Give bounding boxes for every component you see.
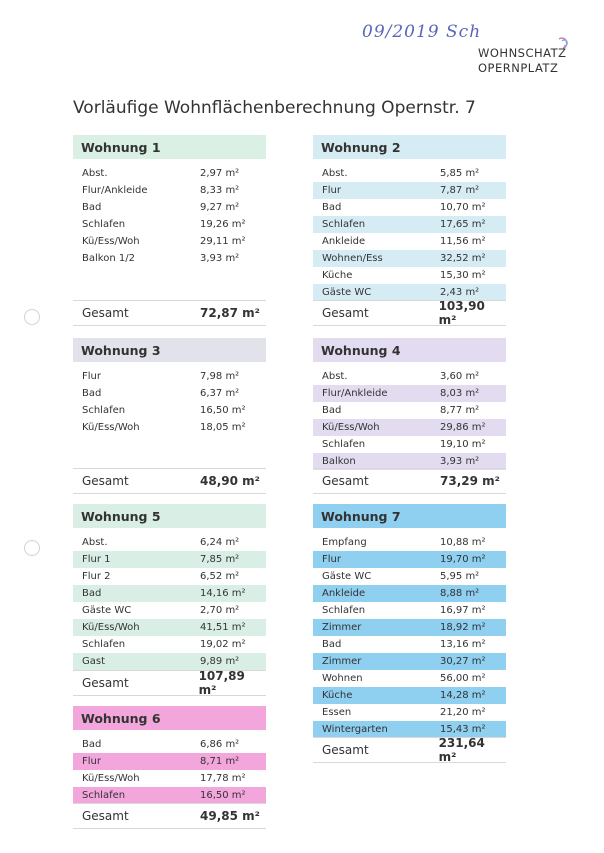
room-area: 3,93 m² bbox=[440, 456, 480, 467]
room-row bbox=[313, 704, 506, 721]
punch-hole bbox=[24, 540, 40, 556]
room-row bbox=[313, 636, 506, 653]
room-row bbox=[313, 585, 506, 602]
room-label: Bad bbox=[82, 202, 102, 213]
room-area: 10,88 m² bbox=[440, 537, 486, 548]
room-label: Flur bbox=[82, 756, 101, 767]
room-label: Wohnen bbox=[322, 673, 363, 684]
room-area: 19,26 m² bbox=[200, 219, 246, 230]
apartment-heading: Wohnung 7 bbox=[313, 504, 506, 528]
room-area: 8,77 m² bbox=[440, 405, 480, 416]
room-area: 9,27 m² bbox=[200, 202, 240, 213]
total-row bbox=[313, 737, 506, 763]
apartment-card bbox=[73, 706, 266, 829]
room-area: 15,30 m² bbox=[440, 270, 486, 281]
total-area: 231,64 m² bbox=[438, 736, 485, 764]
room-label: Abst. bbox=[322, 371, 348, 382]
room-area: 9,89 m² bbox=[200, 656, 240, 667]
room-row bbox=[73, 636, 266, 653]
total-label: Gesamt bbox=[82, 676, 129, 690]
room-row bbox=[73, 602, 266, 619]
room-label: Flur 2 bbox=[82, 571, 111, 582]
room-area: 30,27 m² bbox=[440, 656, 486, 667]
apartment-card bbox=[313, 135, 506, 326]
room-label: Wintergarten bbox=[322, 724, 388, 735]
room-area: 11,56 m² bbox=[440, 236, 486, 247]
total-area: 48,90 m² bbox=[200, 474, 260, 488]
room-row bbox=[313, 687, 506, 704]
room-area: 2,43 m² bbox=[440, 287, 480, 298]
room-area: 8,88 m² bbox=[440, 588, 480, 599]
room-area: 14,28 m² bbox=[440, 690, 486, 701]
room-row bbox=[73, 233, 266, 250]
room-row bbox=[313, 368, 506, 385]
room-row bbox=[73, 736, 266, 753]
room-area: 16,50 m² bbox=[200, 790, 246, 801]
room-label: Essen bbox=[322, 707, 352, 718]
room-row bbox=[313, 216, 506, 233]
room-row bbox=[313, 670, 506, 687]
room-list bbox=[73, 368, 266, 436]
room-label: Bad bbox=[82, 588, 102, 599]
room-list bbox=[313, 368, 506, 470]
room-label: Flur/Ankleide bbox=[322, 388, 388, 399]
room-label: Kü/Ess/Woh bbox=[82, 236, 140, 247]
room-row bbox=[73, 534, 266, 551]
total-label: Gesamt bbox=[322, 474, 369, 488]
room-area: 19,02 m² bbox=[200, 639, 246, 650]
room-row bbox=[313, 233, 506, 250]
total-label: Gesamt bbox=[82, 306, 129, 320]
room-label: Flur/Ankleide bbox=[82, 185, 148, 196]
room-label: Gäste WC bbox=[82, 605, 132, 616]
room-row bbox=[73, 216, 266, 233]
room-label: Empfang bbox=[322, 537, 367, 548]
room-area: 5,85 m² bbox=[440, 168, 480, 179]
total-label: Gesamt bbox=[82, 474, 129, 488]
room-label: Schlafen bbox=[82, 639, 126, 650]
room-row bbox=[73, 165, 266, 182]
room-label: Balkon 1/2 bbox=[82, 253, 135, 264]
room-area: 21,20 m² bbox=[440, 707, 486, 718]
room-row bbox=[313, 551, 506, 568]
apartment-card bbox=[313, 504, 506, 763]
room-row bbox=[313, 568, 506, 585]
total-area: 107,89 m² bbox=[198, 669, 245, 697]
handwritten-date: 09/2019 Sch bbox=[362, 22, 482, 42]
room-row bbox=[313, 619, 506, 636]
room-area: 19,70 m² bbox=[440, 554, 486, 565]
room-list bbox=[313, 534, 506, 738]
room-row bbox=[73, 770, 266, 787]
room-label: Abst. bbox=[322, 168, 348, 179]
room-label: Bad bbox=[322, 202, 342, 213]
room-row bbox=[73, 385, 266, 402]
room-area: 5,95 m² bbox=[440, 571, 480, 582]
room-area: 6,24 m² bbox=[200, 537, 240, 548]
room-row bbox=[73, 182, 266, 199]
room-area: 17,65 m² bbox=[440, 219, 486, 230]
room-row bbox=[73, 653, 266, 670]
room-label: Flur bbox=[322, 554, 341, 565]
brand-line-2: OPERNPLATZ bbox=[478, 61, 559, 75]
room-label: Schlafen bbox=[322, 219, 366, 230]
room-label: Abst. bbox=[82, 537, 108, 548]
total-row bbox=[313, 468, 506, 494]
room-label: Bad bbox=[322, 405, 342, 416]
total-label: Gesamt bbox=[82, 809, 129, 823]
room-label: Wohnen/Ess bbox=[322, 253, 383, 264]
room-area: 56,00 m² bbox=[440, 673, 486, 684]
total-area: 49,85 m² bbox=[200, 809, 260, 823]
room-area: 8,33 m² bbox=[200, 185, 240, 196]
room-area: 8,71 m² bbox=[200, 756, 240, 767]
room-area: 6,52 m² bbox=[200, 571, 240, 582]
room-row bbox=[313, 402, 506, 419]
room-area: 8,03 m² bbox=[440, 388, 480, 399]
room-area: 15,43 m² bbox=[440, 724, 486, 735]
room-row bbox=[313, 653, 506, 670]
room-label: Küche bbox=[322, 690, 353, 701]
room-area: 17,78 m² bbox=[200, 773, 246, 784]
room-row bbox=[73, 787, 266, 804]
room-label: Flur bbox=[322, 185, 341, 196]
brand-line-1: WOHNSCHATZ bbox=[478, 46, 567, 60]
room-row bbox=[313, 419, 506, 436]
room-label: Gäste WC bbox=[322, 287, 372, 298]
room-list bbox=[73, 165, 266, 267]
room-area: 41,51 m² bbox=[200, 622, 246, 633]
apartment-heading: Wohnung 1 bbox=[73, 135, 266, 159]
room-area: 19,10 m² bbox=[440, 439, 486, 450]
room-area: 18,92 m² bbox=[440, 622, 486, 633]
total-row bbox=[73, 670, 266, 696]
room-list bbox=[73, 736, 266, 804]
room-row bbox=[73, 250, 266, 267]
room-area: 16,97 m² bbox=[440, 605, 486, 616]
apartment-heading: Wohnung 2 bbox=[313, 135, 506, 159]
total-row bbox=[73, 803, 266, 829]
room-label: Ankleide bbox=[322, 588, 366, 599]
room-label: Bad bbox=[82, 739, 102, 750]
total-label: Gesamt bbox=[322, 743, 369, 757]
total-area: 72,87 m² bbox=[200, 306, 260, 320]
room-row bbox=[313, 165, 506, 182]
apartment-heading: Wohnung 4 bbox=[313, 338, 506, 362]
total-row bbox=[73, 468, 266, 494]
room-area: 6,86 m² bbox=[200, 739, 240, 750]
room-row bbox=[313, 534, 506, 551]
room-label: Schlafen bbox=[82, 405, 126, 416]
punch-hole bbox=[24, 309, 40, 325]
room-area: 14,16 m² bbox=[200, 588, 246, 599]
room-label: Bad bbox=[322, 639, 342, 650]
room-area: 7,98 m² bbox=[200, 371, 240, 382]
room-area: 7,87 m² bbox=[440, 185, 480, 196]
room-row bbox=[73, 568, 266, 585]
room-label: Flur bbox=[82, 371, 101, 382]
brand-logo bbox=[478, 46, 567, 76]
room-row bbox=[313, 250, 506, 267]
room-area: 16,50 m² bbox=[200, 405, 246, 416]
room-area: 6,37 m² bbox=[200, 388, 240, 399]
room-area: 10,70 m² bbox=[440, 202, 486, 213]
room-row bbox=[313, 182, 506, 199]
room-area: 18,05 m² bbox=[200, 422, 246, 433]
apartment-heading: Wohnung 3 bbox=[73, 338, 266, 362]
room-label: Zimmer bbox=[322, 656, 362, 667]
total-area: 73,29 m² bbox=[440, 474, 500, 488]
room-area: 13,16 m² bbox=[440, 639, 486, 650]
room-row bbox=[313, 199, 506, 216]
room-label: Gäste WC bbox=[322, 571, 372, 582]
room-area: 7,85 m² bbox=[200, 554, 240, 565]
apartment-heading: Wohnung 5 bbox=[73, 504, 266, 528]
room-label: Kü/Ess/Woh bbox=[82, 422, 140, 433]
room-row bbox=[313, 267, 506, 284]
room-area: 32,52 m² bbox=[440, 253, 486, 264]
room-area: 2,70 m² bbox=[200, 605, 240, 616]
room-label: Abst. bbox=[82, 168, 108, 179]
total-row bbox=[313, 300, 506, 326]
apartment-card bbox=[73, 504, 266, 696]
room-label: Kü/Ess/Woh bbox=[82, 773, 140, 784]
total-label: Gesamt bbox=[322, 306, 369, 320]
total-row bbox=[73, 300, 266, 326]
room-row bbox=[73, 419, 266, 436]
room-label: Balkon bbox=[322, 456, 356, 467]
room-row bbox=[73, 402, 266, 419]
room-row bbox=[313, 602, 506, 619]
room-list bbox=[73, 534, 266, 670]
room-row bbox=[73, 619, 266, 636]
room-row bbox=[73, 585, 266, 602]
room-area: 29,86 m² bbox=[440, 422, 486, 433]
room-row bbox=[73, 551, 266, 568]
apartment-card bbox=[73, 135, 266, 326]
room-label: Kü/Ess/Woh bbox=[82, 622, 140, 633]
room-label: Schlafen bbox=[322, 439, 366, 450]
room-area: 2,97 m² bbox=[200, 168, 240, 179]
room-area: 3,60 m² bbox=[440, 371, 480, 382]
room-area: 3,93 m² bbox=[200, 253, 240, 264]
room-list bbox=[313, 165, 506, 301]
page-title: Vorläufige Wohnflächenberechnung Opernstr. 7 bbox=[73, 98, 476, 118]
room-row bbox=[73, 368, 266, 385]
room-row bbox=[313, 436, 506, 453]
room-label: Ankleide bbox=[322, 236, 366, 247]
room-label: Zimmer bbox=[322, 622, 362, 633]
room-label: Bad bbox=[82, 388, 102, 399]
room-label: Flur 1 bbox=[82, 554, 111, 565]
room-row bbox=[73, 199, 266, 216]
room-label: Schlafen bbox=[322, 605, 366, 616]
room-label: Schlafen bbox=[82, 219, 126, 230]
total-area: 103,90 m² bbox=[438, 299, 485, 327]
room-label: Schlafen bbox=[82, 790, 126, 801]
apartment-card bbox=[73, 338, 266, 494]
apartment-heading: Wohnung 6 bbox=[73, 706, 266, 730]
room-label: Gast bbox=[82, 656, 106, 667]
room-row bbox=[313, 385, 506, 402]
room-row bbox=[73, 753, 266, 770]
room-area: 29,11 m² bbox=[200, 236, 246, 247]
room-label: Kü/Ess/Woh bbox=[322, 422, 380, 433]
apartment-card bbox=[313, 338, 506, 494]
room-label: Küche bbox=[322, 270, 353, 281]
